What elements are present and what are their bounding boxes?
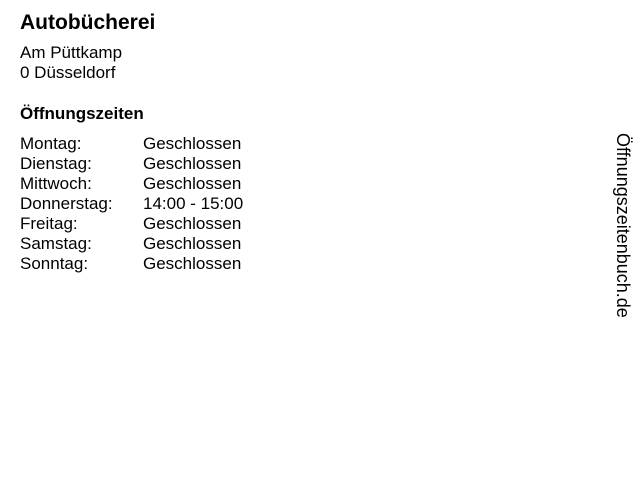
address-street: Am Püttkamp <box>20 43 123 62</box>
hours-row-friday <box>20 214 243 234</box>
hours-row-monday <box>20 134 243 154</box>
hours-row-sunday <box>20 254 243 274</box>
page-title: Autobücherei <box>20 11 156 34</box>
hours-row-wednesday <box>20 174 243 194</box>
hours-row-saturday <box>20 234 243 254</box>
day-label: Donnerstag: <box>20 194 113 213</box>
hours-row-tuesday <box>20 154 243 174</box>
opening-hours-table <box>20 134 243 274</box>
address-city: 0 Düsseldorf <box>20 63 116 82</box>
time-value: Geschlossen <box>143 154 242 173</box>
address-block <box>20 43 122 83</box>
time-value: Geschlossen <box>143 254 242 273</box>
day-label: Montag: <box>20 134 82 153</box>
time-value: Geschlossen <box>143 134 242 153</box>
site-watermark: Öffnungszeitenbuch.de <box>613 133 633 318</box>
time-value: 14:00 - 15:00 <box>143 194 244 213</box>
day-label: Samstag: <box>20 234 92 253</box>
hours-row-thursday <box>20 194 243 214</box>
day-label: Dienstag: <box>20 154 92 173</box>
day-label: Mittwoch: <box>20 174 92 193</box>
day-label: Sonntag: <box>20 254 89 273</box>
time-value: Geschlossen <box>143 214 242 233</box>
day-label: Freitag: <box>20 214 78 233</box>
opening-hours-heading: Öffnungszeiten <box>20 104 144 123</box>
time-value: Geschlossen <box>143 234 242 253</box>
time-value: Geschlossen <box>143 174 242 193</box>
